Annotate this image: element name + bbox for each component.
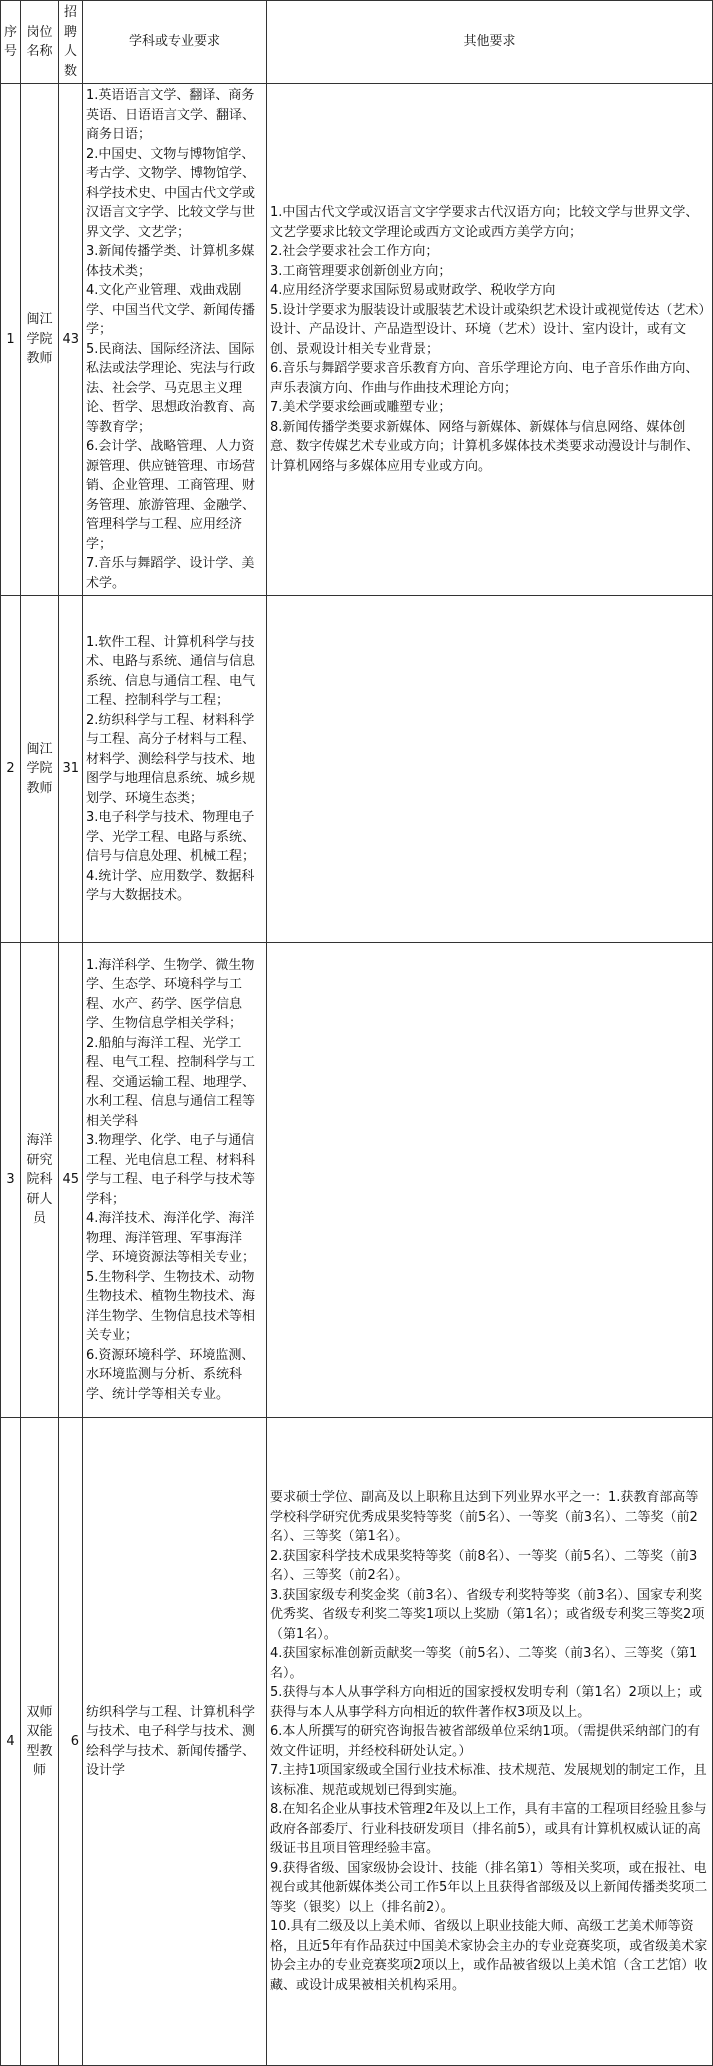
major-line: 4.统计学、应用数学、数据科学与大数据技术。 xyxy=(86,868,255,903)
major-line: 1.英语语言文学、翻译、商务英语、日语语言文学、翻译、商务日语； xyxy=(86,88,256,142)
other-line: 要求硕士学位、副高及以上职称且达到下列业界水平之一：1.获教育部高等学校科学研究优秀成果奖特等奖（前5名）、一等奖（前3名）、二等奖（前2名）、三等奖（第1名）。 xyxy=(270,1490,699,1544)
other-line: 3.工商管理要求创新创业方向； xyxy=(270,263,452,279)
row-other xyxy=(267,1418,713,2066)
other-line: 2.获国家科学技术成果奖特等奖（前8名）、一等奖（前5名）、二等奖（前3名）、三等奖（前2名）。 xyxy=(270,1548,698,1583)
row-count: 45 xyxy=(59,943,83,1418)
row-major xyxy=(83,596,267,943)
other-line: 8.新闻传播学类要求新媒体、网络与新媒体、新媒体与信息网络、媒体创意、数字传媒艺术专业或方向；计算机多媒体技术类要求动漫设计与制作、计算机网络与多媒体应用专业或方向。 xyxy=(270,419,700,474)
other-line: 6.音乐与舞蹈学要求音乐教育方向、音乐学理论方向、电子音乐作曲方向、声乐表演方向、作曲与作曲技术理论方向； xyxy=(270,361,699,396)
other-line: 7.主持1项国家级或全国行业技术标准、技术规范、发展规划的制定工作，且该标准、规范或规划已得到实施。 xyxy=(270,1763,707,1798)
other-line: 1.中国古代文学或汉语言文字学要求古代汉语方向；比较文学与世界文学、文艺学要求比较文学理论或西方文论或西方美学方向； xyxy=(270,205,699,240)
major-line: 1.海洋科学、生物学、微生物学、生态学、环境科学与工程、水产、药学、医学信息学、生物信息学相关学科； xyxy=(86,957,255,1032)
major-line: 5.生物科学、生物技术、动物生物技术、植物生物技术、海洋生物学、生物信息技术等相关专业； xyxy=(86,1269,256,1344)
other-line: 7.美术学要求绘画或雕塑专业； xyxy=(270,400,452,415)
other-line: 4.获国家标准创新贡献奖一等奖（前5名）、二等奖（前3名）、三等奖（第1名）。 xyxy=(270,1646,698,1681)
header-row xyxy=(1,1,713,84)
major-line: 3.物理学、化学、电子与通信工程、光电信息工程、材料科学与工程、电子科学与技术等学科； xyxy=(86,1133,256,1207)
header-position: 岗位名称 xyxy=(21,1,59,84)
table-row xyxy=(1,1418,713,2066)
header-count: 招聘人数 xyxy=(59,1,83,84)
major-line: 2.中国史、文物与博物馆学、考古学、文物学、博物馆学、科学技术史、中国古代文学或汉语言文字学、比较文学与世界文学、文艺学； xyxy=(86,146,256,240)
row-count: 43 xyxy=(59,84,83,596)
table-row xyxy=(1,84,713,596)
major-line: 纺织科学与工程、计算机科学与技术、电子科学与技术、测绘科学与技术、新闻传播学、设计学 xyxy=(86,1704,256,1778)
row-count: 6 xyxy=(59,1418,83,2066)
row-other xyxy=(267,84,713,596)
row-index: 2 xyxy=(1,596,21,943)
row-index: 4 xyxy=(1,1418,21,2066)
major-line: 7.音乐与舞蹈学、设计学、美术学。 xyxy=(86,556,255,591)
major-line: 2.纺织科学与工程、材料科学与工程、高分子材料与工程、材料学、测绘科学与技术、地图学与地理信息系统、城乡规划学、环境生态类； xyxy=(86,712,256,806)
row-major xyxy=(83,1418,267,2066)
row-major xyxy=(83,84,267,596)
major-line: 1.软件工程、计算机科学与技术、电路与系统、通信与信息系统、信息与通信工程、电气工程、控制科学与工程； xyxy=(86,634,256,708)
other-line: 9.获得省级、国家级协会设计、技能（排名第1）等相关奖项，或在报社、电视台或其他新媒体类公司工作5年以上且获得省部级及以上新闻传播类奖项二等奖（银奖）以上（排名前2）。 xyxy=(270,1860,708,1915)
major-line: 3.新闻传播学类、计算机多媒体技术类； xyxy=(86,244,255,279)
other-line: 6.本人所撰写的研究咨询报告被省部级单位采纳1项。（需提供采纳部门的有效文件证明，并经校科研处认定。） xyxy=(270,1724,701,1759)
header-other: 其他要求 xyxy=(267,1,713,84)
header-index: 序号 xyxy=(1,1,21,84)
major-line: 6.资源环境科学、环境监测、水环境监测与分析、系统科学、统计学等相关专业。 xyxy=(86,1347,255,1402)
table-row xyxy=(1,596,713,943)
row-index: 1 xyxy=(1,84,21,596)
row-other xyxy=(267,943,713,1418)
row-major xyxy=(83,943,267,1418)
other-line: 5.设计学要求为服装设计或服装艺术设计或染织艺术设计或视觉传达（艺术）设计、产品设计、产品造型设计、环境（艺术）设计、室内设计，或有文创、景观设计相关专业背景； xyxy=(270,302,705,357)
other-line: 5.获得与本人从事学科方向相近的国家授权发明专利（第1名）2项以上；或获得与本人从事学科方向相近的软件著作权3项及以上。 xyxy=(270,1685,702,1720)
row-position: 双师双能型教师 xyxy=(21,1418,59,2066)
row-count: 31 xyxy=(59,596,83,943)
major-line: 6.会计学、战略管理、人力资源管理、供应链管理、市场营销、企业管理、工商管理、财务管理、旅游管理、金融学、管理科学与工程、应用经济学； xyxy=(86,439,256,552)
table-row xyxy=(1,943,713,1418)
row-position: 闽江学院教师 xyxy=(21,596,59,943)
header-major: 学科或专业要求 xyxy=(83,1,267,84)
major-line: 4.文化产业管理、戏曲戏剧学、中国当代文学、新闻传播学； xyxy=(86,283,256,337)
other-line: 8.在知名企业从事技术管理2年及以上工作，具有丰富的工程项目经验且参与政府各部委厅、行业科技研发项目（排名前5），或具有计算机权威认证的高级证书且项目管理经验丰富。 xyxy=(270,1802,707,1856)
row-index: 3 xyxy=(1,943,21,1418)
row-position: 海洋研究院科研人员 xyxy=(21,943,59,1418)
other-line: 4.应用经济学要求国际贸易或财政学、税收学方向 xyxy=(270,283,556,298)
row-position: 闽江学院教师 xyxy=(21,84,59,596)
major-line: 4.海洋技术、海洋化学、海洋物理、海洋管理、军事海洋学、环境资源法等相关专业； xyxy=(86,1211,256,1266)
major-line: 2.船舶与海洋工程、光学工程、电气工程、控制科学与工程、交通运输工程、地理学、水利工程、信息与通信工程等相关学科 xyxy=(86,1035,256,1129)
other-line: 2.社会学要求社会工作方向； xyxy=(270,244,439,259)
major-line: 5.民商法、国际经济法、国际私法或法学理论、宪法与行政法、社会学、马克思主义理论、哲学、思想政治教育、高等教育学； xyxy=(86,341,256,435)
other-line: 3.获国家级专利奖金奖（前3名）、省级专利奖特等奖（前3名）、国家专利奖优秀奖、省级专利奖二等奖1项以上奖励（第1名）；或省级专利奖三等奖2项（第1名）。 xyxy=(270,1587,705,1642)
row-other xyxy=(267,596,713,943)
major-line: 3.电子科学与技术、物理电子学、光学工程、电路与系统、信号与信息处理、机械工程； xyxy=(86,810,256,864)
other-line: 10.具有二级及以上美术师、省级以上职业技能大师、高级工艺美术师等资格，且近5年有作品获过中国美术家协会主办的专业竞赛奖项，或省级美术家协会主办的专业竞赛奖项2项以上，或作品被省级以上美术馆（含工艺馆）收藏、或设计成果被相关机构采用。 xyxy=(270,1919,708,1993)
